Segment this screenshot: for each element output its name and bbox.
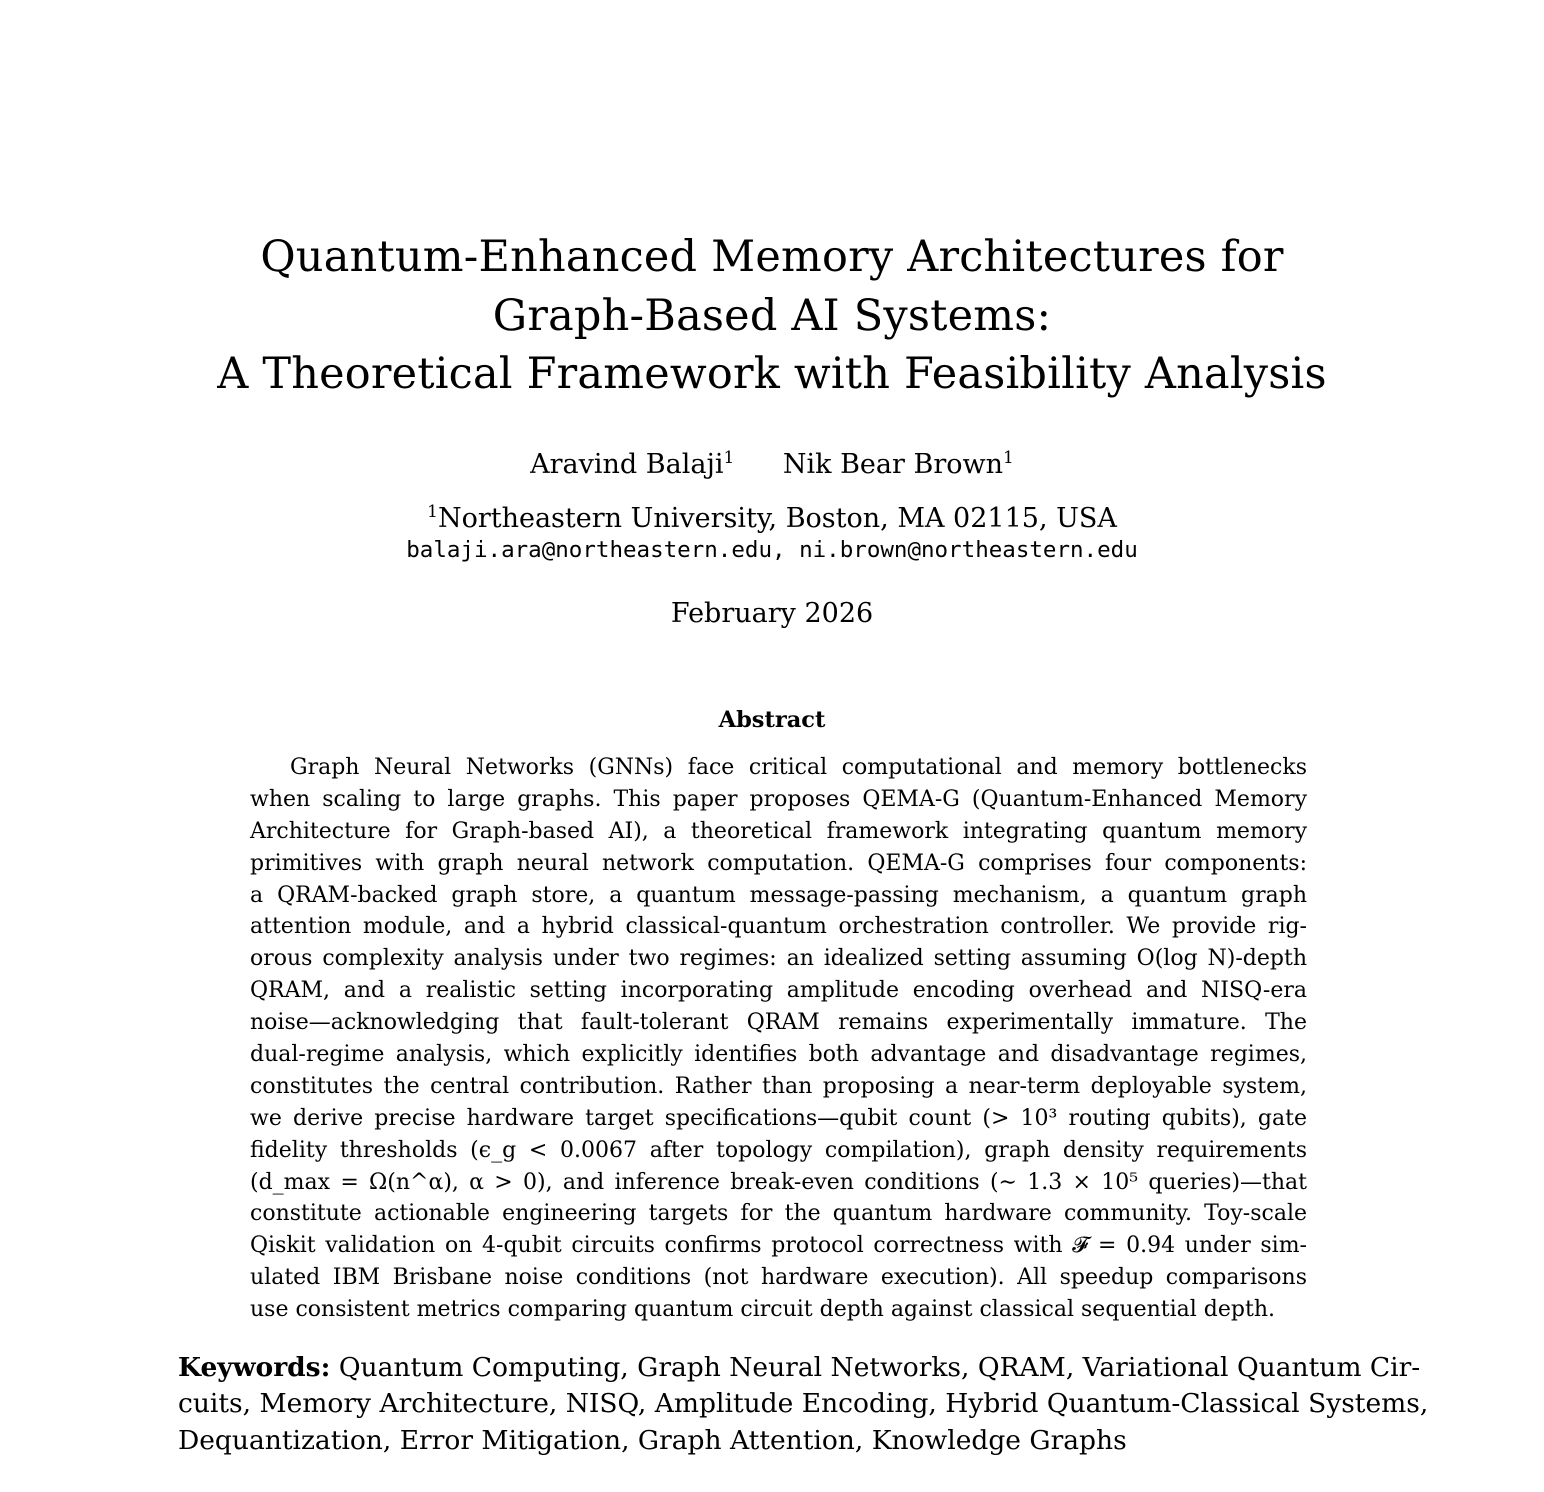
abstract-line: attention module, and a hybrid classical-quantum orchestration controller. We provide rig- <box>250 914 1307 940</box>
keywords-line: cuits, Memory Architecture, NISQ, Amplitude Encoding, Hybrid Quantum-Classical Systems, <box>178 1388 1429 1420</box>
keywords-section <box>178 1350 1429 1459</box>
affiliation <box>0 492 1544 539</box>
abstract-heading: Abstract <box>718 707 826 733</box>
abstract-body <box>250 752 1307 1326</box>
title-line-1: Quantum-Enhanced Memory Architectures for <box>260 232 1284 282</box>
abstract-line: Qiskit validation on 4-qubit circuits confirms protocol correctness with 𝓕 = 0.94 under sim- <box>250 1233 1307 1259</box>
title-line-2: Graph-Based AI Systems: <box>492 290 1052 341</box>
abstract-line: (d_max = Ω(n^α), α > 0), and inference break-even conditions (∼ 1.3 × 10⁵ queries)—that <box>250 1169 1307 1195</box>
abstract-line: use consistent metrics comparing quantum circuit depth against classical sequential depth. <box>250 1297 1275 1323</box>
abstract-line: primitives with graph neural network computation. QEMA-G comprises four components: <box>250 850 1307 876</box>
affiliation-mark: 1 <box>1003 448 1014 468</box>
abstract-line: noise—acknowledging that fault-tolerant QRAM remains experimentally immature. The <box>250 1010 1307 1036</box>
abstract-line: fidelity thresholds (ϵ_g < 0.0067 after topology compilation), graph density requirements <box>250 1137 1307 1163</box>
abstract-line: constitute actionable engineering targets for the quantum hardware community. Toy-scale <box>250 1201 1307 1227</box>
abstract-line: we derive precise hardware target specifications—qubit count (> 10³ routing qubits), gate <box>250 1105 1307 1131</box>
author-name: Aravind Balaji <box>530 449 724 480</box>
paper-title <box>0 228 1544 404</box>
author-list <box>0 438 1544 485</box>
abstract-line: QRAM, and a realistic setting incorporating amplitude encoding overhead and NISQ-era <box>250 978 1307 1004</box>
abstract-line: when scaling to large graphs. This paper proposes QEMA-G (Quantum-Enhanced Memory <box>250 786 1307 812</box>
author-emails[interactable]: balaji.ara@northeastern.edu, ni.brown@northeastern.edu <box>406 537 1138 563</box>
affiliation-mark: 1 <box>427 502 438 522</box>
abstract-line: Graph Neural Networks (GNNs) face critical computational and memory bottlenecks <box>290 755 1307 780</box>
author <box>530 449 734 480</box>
keywords-line <box>178 1350 1421 1386</box>
keywords-label: Keywords: <box>178 1352 331 1383</box>
keywords-line: Dequantization, Error Mitigation, Graph Attention, Knowledge Graphs <box>178 1424 1127 1456</box>
keywords-text: Quantum Computing, Graph Neural Networks, QRAM, Variational Quantum Cir- <box>338 1352 1421 1383</box>
abstract-line: orous complexity analysis under two regimes: an idealized setting assuming O(log N)-depth <box>250 946 1307 972</box>
author-name: Nik Bear Brown <box>782 449 1004 480</box>
abstract-line: dual-regime analysis, which explicitly identifies both advantage and disadvantage regimes, <box>250 1042 1307 1068</box>
abstract-line: ulated IBM Brisbane noise conditions (not hardware execution). All speedup comparisons <box>250 1265 1307 1291</box>
publication-date: February 2026 <box>670 598 874 629</box>
abstract-line: Architecture for Graph-based AI), a theoretical framework integrating quantum memory <box>250 818 1307 844</box>
abstract-line: constitutes the central contribution. Rather than proposing a near-term deployable system, <box>250 1073 1307 1099</box>
title-line-3: A Theoretical Framework with Feasibility Analysis <box>217 349 1327 399</box>
affiliation-text: Northeastern University, Boston, MA 02115, USA <box>437 503 1117 534</box>
author <box>783 449 1014 480</box>
abstract-line: a QRAM-backed graph store, a quantum message-passing mechanism, a quantum graph <box>250 882 1307 908</box>
affiliation-mark: 1 <box>723 448 735 468</box>
